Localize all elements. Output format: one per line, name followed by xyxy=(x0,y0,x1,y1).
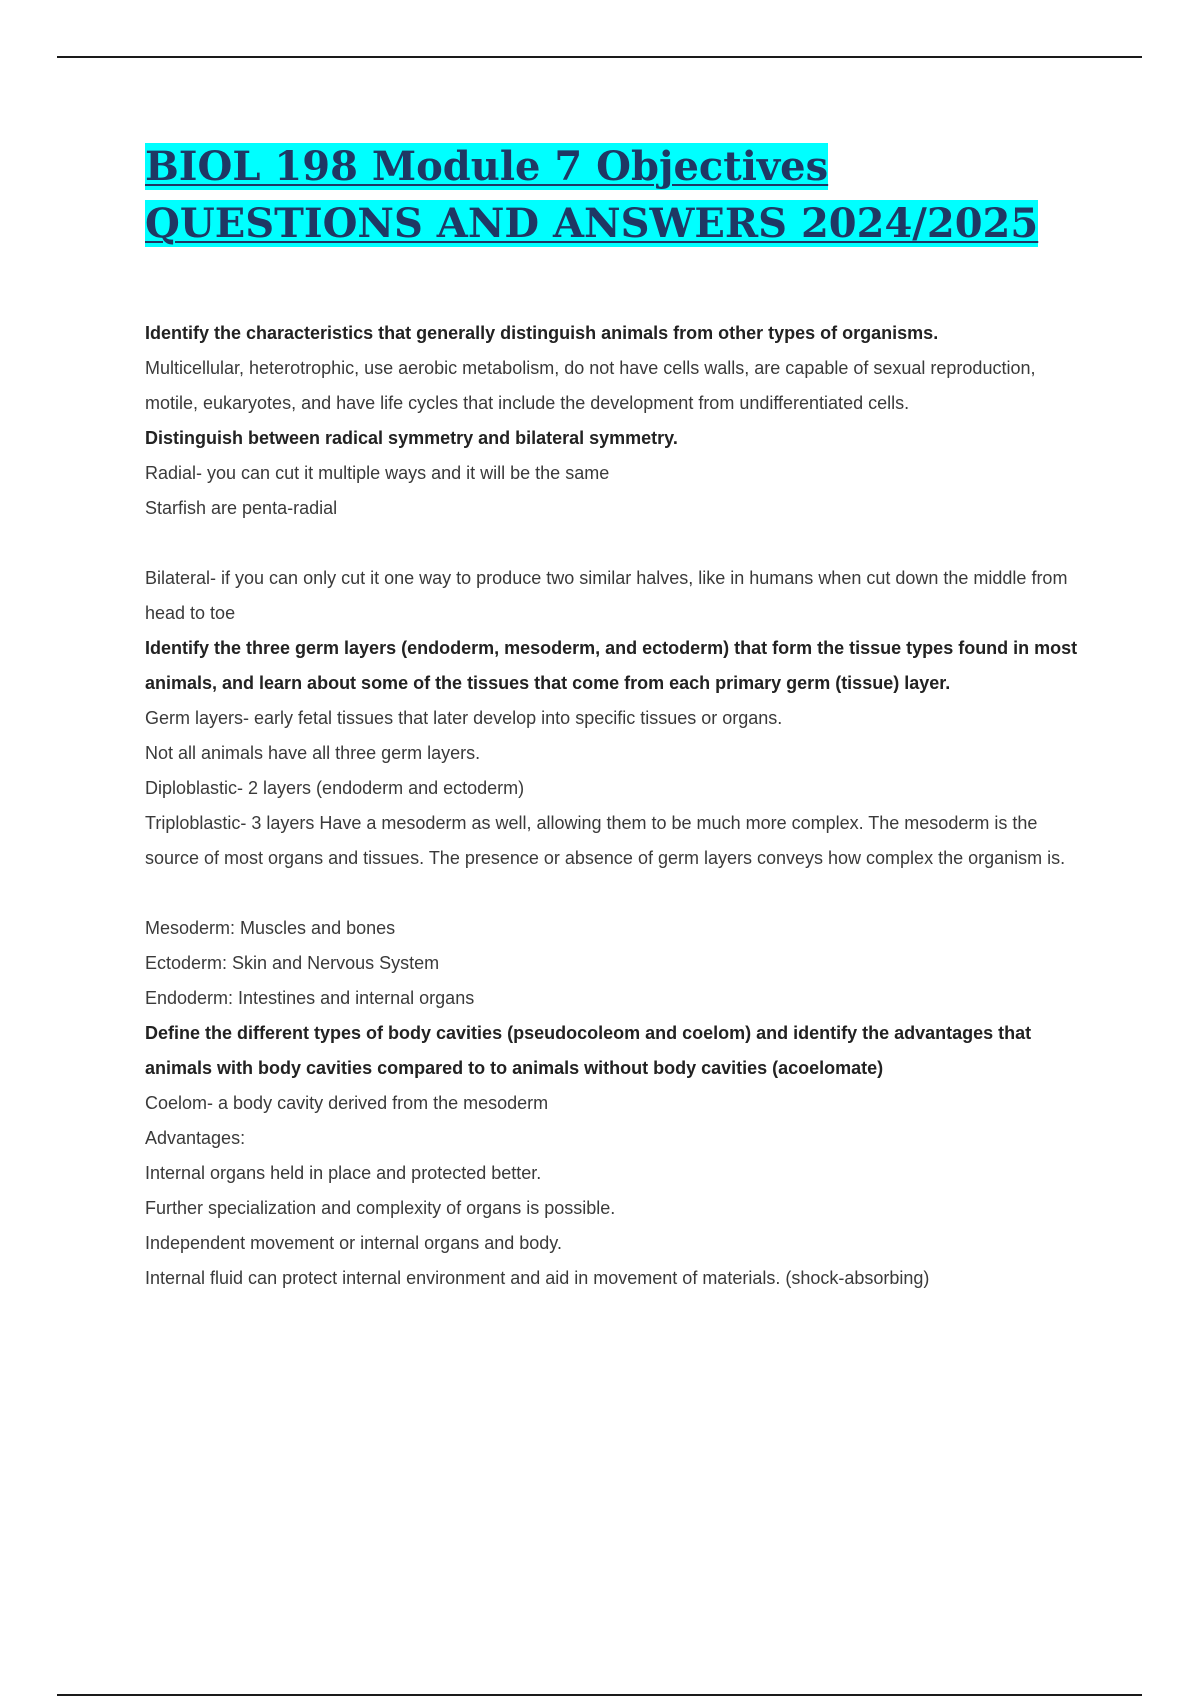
answer-text: Triploblastic- 3 layers Have a mesoderm as well, allowing them to be much more complex. The mesoderm is the source of most organs and tissues. The presence or absence of germ layers conveys how complex the organism is. xyxy=(145,813,1066,868)
answer-text: Ectoderm: Skin and Nervous System xyxy=(145,953,440,973)
document-title-text: BIOL 198 Module 7 Objectives QUESTIONS AND ANSWERS 2024/2025 xyxy=(145,143,1039,247)
answer-text: Endoderm: Intestines and internal organs xyxy=(145,988,475,1008)
question-text: Define the different types of body cavities (pseudocoleom and coelom) and identify the advantages that animals with body cavities compared to to animals without body cavities (acoelomate) xyxy=(145,1023,1032,1078)
question-text: Identify the characteristics that generally distinguish animals from other types of organisms. xyxy=(145,323,939,343)
question-text: Distinguish between radical symmetry and bilateral symmetry. xyxy=(145,428,678,448)
question-text: Identify the three germ layers (endoderm, mesoderm, and ectoderm) that form the tissue types found in most animals, and learn about some of the tissues that come from each primary germ (tissue) layer. xyxy=(145,638,1078,693)
document-title xyxy=(145,138,1080,252)
answer-text: Starfish are penta-radial xyxy=(145,498,338,518)
answer-text: Internal fluid can protect internal environment and aid in movement of materials. (shock-absorbing) xyxy=(145,1268,930,1288)
document-body xyxy=(145,138,1080,1296)
answer-text: Bilateral- if you can only cut it one way to produce two similar halves, like in humans when cut down the middle from head to toe xyxy=(145,568,1068,623)
answer-text: Diploblastic- 2 layers (endoderm and ectoderm) xyxy=(145,778,525,798)
blank-line xyxy=(145,876,1080,911)
answer-text: Radial- you can cut it multiple ways and it will be the same xyxy=(145,463,610,483)
answer-text: Advantages: xyxy=(145,1128,246,1148)
answer-text: Multicellular, heterotrophic, use aerobic metabolism, do not have cells walls, are capable of sexual reproduction, motile, eukaryotes, and have life cycles that include the development from undifferentiated cells. xyxy=(145,358,1036,413)
answer-text: Further specialization and complexity of organs is possible. xyxy=(145,1198,616,1218)
answer-text: Germ layers- early fetal tissues that later develop into specific tissues or organs. xyxy=(145,708,783,728)
qa-list xyxy=(145,316,1080,1296)
answer-text: Coelom- a body cavity derived from the mesoderm xyxy=(145,1093,549,1113)
blank-line xyxy=(145,526,1080,561)
answer-text: Mesoderm: Muscles and bones xyxy=(145,918,396,938)
top-rule xyxy=(57,56,1142,58)
answer-text: Internal organs held in place and protected better. xyxy=(145,1163,542,1183)
answer-text: Independent movement or internal organs and body. xyxy=(145,1233,562,1253)
answer-text: Not all animals have all three germ layers. xyxy=(145,743,481,763)
bottom-rule xyxy=(57,1694,1142,1696)
